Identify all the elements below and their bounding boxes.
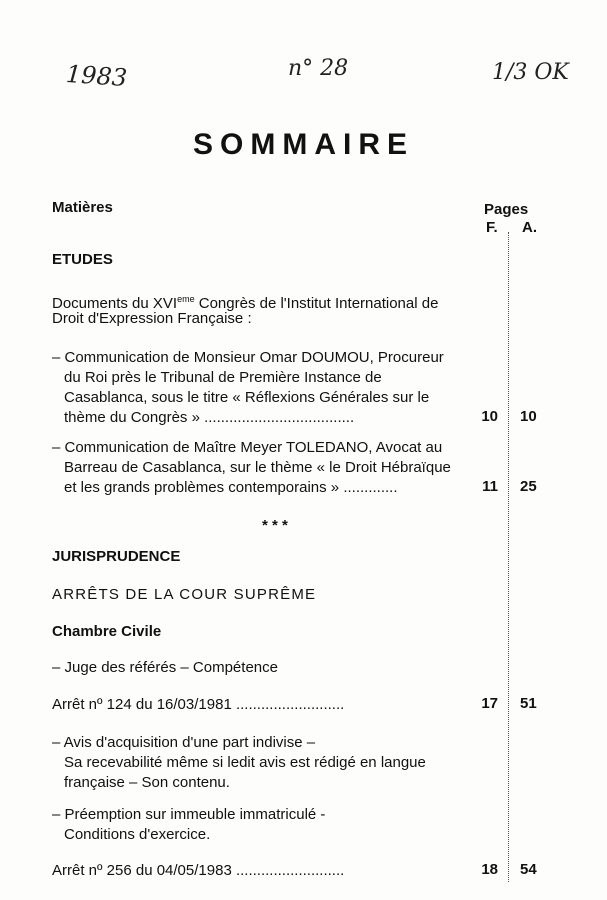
item1-line1: – Communication de Monsieur Omar DOUMOU, Procureur bbox=[52, 349, 444, 366]
topic2-line2: Sa recevabilité même si ledit avis est rédigé en langue bbox=[64, 754, 426, 771]
item1-line2: du Roi près le Tribunal de Première Instance de bbox=[64, 369, 382, 386]
cour-supreme-heading: ARRÊTS DE LA COUR SUPRÊME bbox=[52, 586, 317, 603]
pages-header: Pages bbox=[484, 201, 529, 218]
col-a-header: A. bbox=[522, 219, 537, 236]
item1-line4: thème du Congrès » .................................... bbox=[64, 409, 355, 426]
topic3-line1: – Préemption sur immeuble immatriculé - bbox=[52, 806, 326, 823]
item2-line1: – Communication de Maître Meyer TOLEDANO, Avocat au bbox=[52, 439, 443, 456]
arret2-page-f: 18 bbox=[481, 861, 498, 878]
arret2-page-a: 54 bbox=[520, 861, 537, 878]
arret1-page-f: 17 bbox=[481, 695, 498, 712]
arret2-text: Arrêt nº 256 du 04/05/1983 .......................... bbox=[52, 862, 345, 879]
chambre-civile-heading: Chambre Civile bbox=[52, 623, 162, 640]
arret1-text: Arrêt nº 124 du 16/03/1981 .......................... bbox=[52, 696, 345, 713]
col-f-header: F. bbox=[486, 219, 498, 236]
jurisprudence-heading: JURISPRUDENCE bbox=[52, 548, 181, 565]
item2-line3: et les grands problèmes contemporains » ............. bbox=[64, 479, 398, 496]
section-separator: * * * bbox=[262, 517, 288, 534]
item2-line2: Barreau de Casablanca, sur le thème « le Droit Hébraïque bbox=[64, 459, 451, 476]
topic2-line1: – Avis d'acquisition d'une part indivise – bbox=[52, 734, 316, 751]
item1-page-a: 10 bbox=[520, 408, 537, 425]
item2-page-f: 11 bbox=[482, 478, 498, 495]
etudes-heading: ETUDES bbox=[52, 251, 113, 268]
item1-line3: Casablanca, sous le titre « Réflexions Générales sur le bbox=[64, 389, 430, 406]
column-divider bbox=[508, 232, 509, 882]
item1-page-f: 10 bbox=[481, 408, 498, 425]
etudes-intro-line2: Droit d'Expression Française : bbox=[52, 310, 252, 327]
etudes-intro-line1: Documents du XVIeme Congrès de l'Institut International de bbox=[52, 294, 439, 312]
handwritten-number: n° 28 bbox=[288, 56, 349, 81]
handwritten-year: 1983 bbox=[65, 59, 128, 93]
handwritten-pages: 1/3 OK bbox=[492, 60, 569, 85]
arret1-page-a: 51 bbox=[520, 695, 537, 712]
item2-page-a: 25 bbox=[520, 478, 537, 495]
topic1: – Juge des référés – Compétence bbox=[52, 659, 278, 676]
topic3-line2: Conditions d'exercice. bbox=[64, 826, 211, 843]
matieres-header: Matières bbox=[52, 199, 113, 216]
page-title: SOMMAIRE bbox=[193, 128, 414, 161]
topic2-line3: française – Son contenu. bbox=[64, 774, 230, 791]
